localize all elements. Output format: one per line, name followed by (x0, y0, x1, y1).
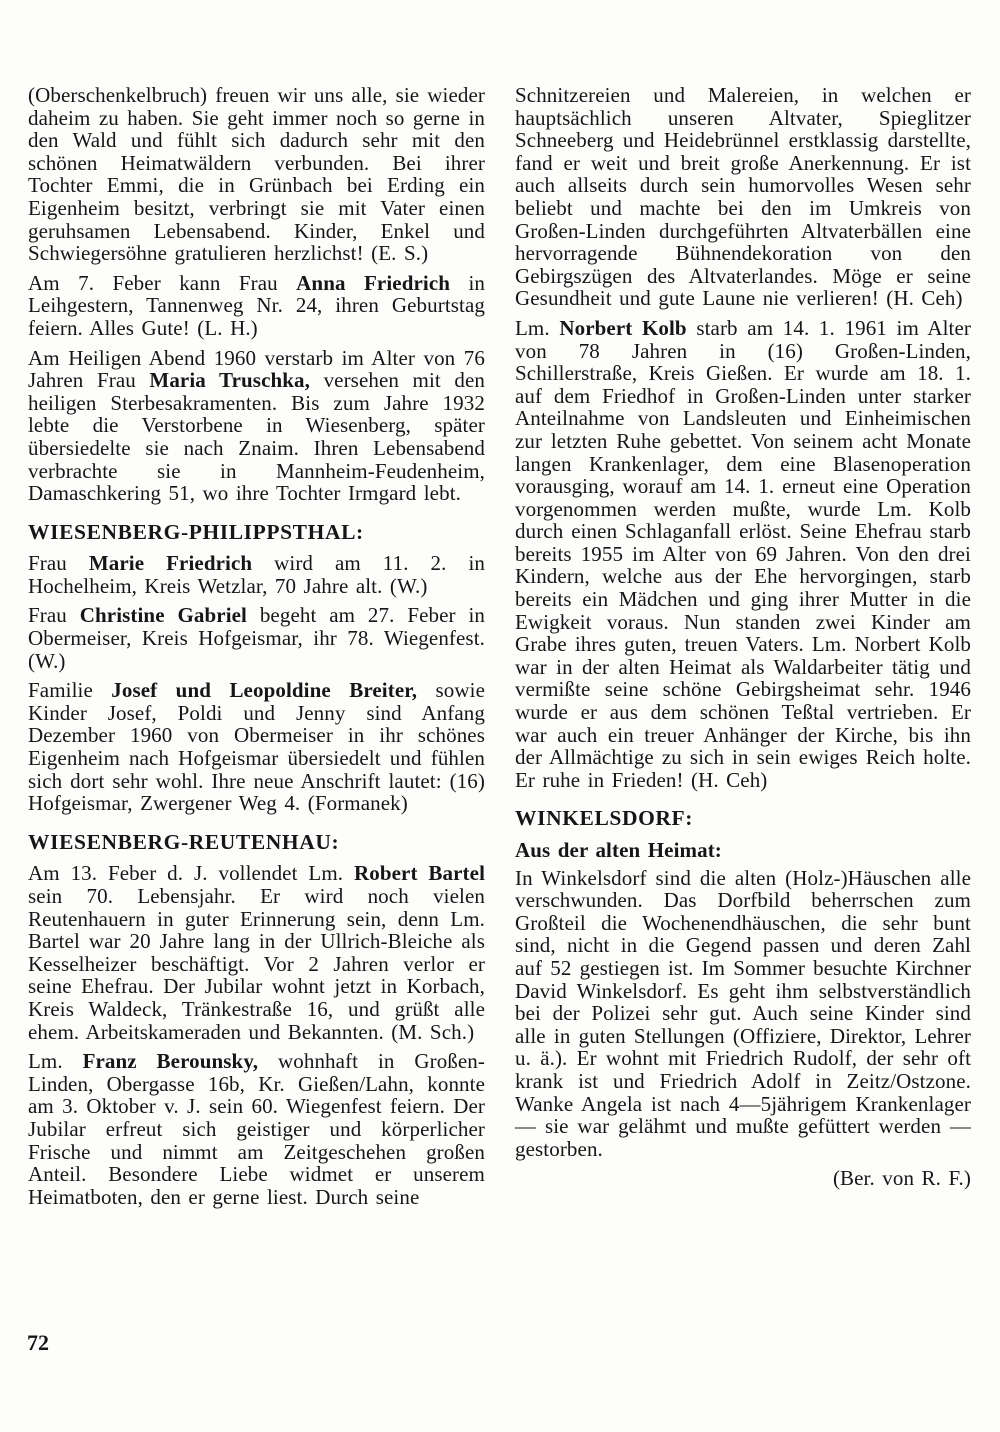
text-run: versehen mit den heiligen Sterbesakramenten. Bis zum Jahre 1932 lebte die Verstorbene in Wiesenberg, später übersiedelte sie nach Znaim. Ihren Lebensabend verbrachte sie in Mannheim-Feudenheim, Damaschkering 51, wo ihre Tochter Irmgard lebt. (28, 368, 486, 506)
paragraph-anna-friedrich (28, 272, 485, 340)
right-column (515, 84, 971, 1190)
page-number: 72 (27, 1330, 49, 1355)
paragraph-robert-bartel (28, 862, 485, 1043)
paragraph-norbert-kolb (515, 317, 971, 791)
text-run: in Leihgestern, Tannenweg Nr. 24, ihren Geburtstag feiern. Alles Gute! (L. H.) (28, 270, 485, 340)
text-run: Frau (28, 603, 80, 628)
paragraph-marie-friedrich (28, 552, 485, 597)
text-run: Schnitzereien und Malereien, in welchen er hauptsächlich unseren Altvater, Spieglitzer Schneeberg und Heidebrünnel erstklassig darstellte, fand er weit und breit große Anerkennung. Er ist auch allseits durch sein humorvolles Wesen sehr beliebt und machte bei den im Umkreis von Großen-Linden durchgeführten Altvaterbällen eine hervorragende Bühnendekoration von den Gebirgszügen des Altvaterlandes. Möge er seine Gesundheit und gute Laune nie verlieren! (H. Ceh) (515, 83, 971, 311)
bold-run: Robert Bartel (353, 861, 486, 886)
byline-bericht-von-rf: (Ber. von R. F.) (832, 1166, 971, 1191)
heading-wiesenberg-reutenhau: WIESENBERG-REUTENHAU: (28, 829, 340, 854)
bold-run: Christine Gabriel (79, 603, 247, 628)
heading-wiesenberg-philippsthal: WIESENBERG-PHILIPPSTHAL: (28, 519, 364, 544)
text-run: Lm. (515, 315, 560, 340)
text-run: wohnhaft in Großen-Linden, Obergasse 16b, Kr. Gießen/Lahn, konnte am 3. Oktober v. J. sein 60. Wiegenfest feiern. Der Jubilar erfreut sich geistiger und körperlicher Frische und nimmt am Zeitgeschehen großen Anteil. Besondere Liebe widmet er unserem Heimatboten, den er gerne liest. Durch seine (28, 1049, 486, 1209)
left-column (28, 84, 485, 1215)
bold-run: Marie Friedrich (88, 551, 253, 576)
text-run: Am 13. Feber d. J. vollendet Lm. (28, 861, 354, 886)
bold-run: Norbert Kolb (559, 315, 687, 340)
bold-run: Maria Truschka, (149, 368, 311, 393)
bold-run: Josef und Leopoldine Breiter, (111, 678, 418, 703)
text-run: Am 7. Feber kann Frau (28, 270, 297, 295)
text-run: Am Heiligen Abend 1960 verstarb im Alter von 76 Jahren Frau (28, 345, 485, 393)
text-run: (Oberschenkelbruch) freuen wir uns alle, sie wieder daheim zu haben. Sie geht immer noch so gerne in den Wald und fühlt sich dadurch sehr mit den schönen Heimatwäldern verbunden. Bei ihrer Tochter Emmi, die in Grünbach bei Erding ein Eigenheim besitzt, verbringt sie mit Vater einen geruhsamen Lebensabend. Kinder, Enkel und Schwiegersöhne gratulieren herzlichst! (E. S.) (28, 83, 485, 266)
paragraph-familie-breiter (28, 679, 485, 815)
heading-winkelsdorf: WINKELSDORF: (515, 806, 694, 831)
paragraph-oberschenkelbruch (28, 84, 485, 265)
text-run: begeht am 27. Feber in Obermeiser, Kreis Hofgeismar, ihr 78. Wiegenfest. (W.) (28, 603, 485, 673)
text-run: starb am 14. 1. 1961 im Alter von 78 Jahren in (16) Großen-Linden, Schillerstraße, Kreis Gießen. Er wurde am 18. 1. auf dem Friedhof in Großen-Linden unter starker Anteilnahme von Landsleuten und Einheimischen zur letzten Ruhe gebettet. Von seinem acht Monate langen Krankenlager, dem eine Blasenoperation vorausging, worauf am 14. 1. erneut eine Operation vorgenommen werden mußte, wurde Lm. Kolb durch einen Schlaganfall erlöst. Seine Ehefrau starb bereits 1955 im Alter von 69 Jahren. Von den drei Kindern, welche aus der Ehe hervorgingen, starb bereits ein Mädchen und ging ihrer Mutter in die Ewigkeit voraus. Nun standen zwei Kinder am Grabe ihres guten, treuen Vaters. Lm. Norbert Kolb war in der alten Heimat als Waldarbeiter tätig und vermißte seine schöne Gebirgsheimat sehr. 1946 wurde er aus dem schönen Teßtal vertrieben. Er war auch ein treuer Anhänger der Kirche, bis ihn der Allmächtige zu sich in sein ewiges Reich holte. Er ruhe in Frieden! (H. Ceh) (515, 315, 971, 792)
paragraph-christine-gabriel (28, 604, 485, 672)
text-run: Lm. (28, 1049, 83, 1074)
bold-run: Anna Friedrich (296, 270, 451, 295)
subheading-aus-der-alten-heimat: Aus der alten Heimat: (515, 838, 722, 862)
paragraph-maria-truschka (28, 347, 485, 505)
text-run: wird am 11. 2. in Hochelheim, Kreis Wetzlar, 70 Jahre alt. (W.) (28, 551, 485, 598)
text-run: In Winkelsdorf sind die alten (Holz-)Häuschen alle verschwunden. Das Dorfbild beherrschen zum Großteil die Wochenendhäuschen, die sehr bunt sind, nicht in die Gegend passen und deren Zahl auf 52 gestiegen ist. Im Sommer besuchte Kirchner David Winkelsdorf. Es geht ihm selbstverständlich bei der Polizei sehr gut. Auch seine Kinder sind alle in guten Stellungen (Offiziere, Direktor, Lehrer u. ä.). Er wohnt mit Friedrich Rudolf, der sehr oft krank ist und Friedrich Adolf in Zeitz/Ostzone. Wanke Angela ist nach 4—5jährigem Krankenlager — sie war gelähmt und mußte gefüttert werden — gestorben. (515, 865, 971, 1161)
text-run: sowie Kinder Josef, Poldi und Jenny sind Anfang Dezember 1960 von Obermeiser in ihr schönes Eigenheim nach Hofgeismar übersiedelt und fühlen sich dort sehr wohl. Ihre neue Anschrift lautet: (16) Hofgeismar, Zwergener Weg 4. (Formanek) (28, 678, 485, 816)
paragraph-franz-berounsky (28, 1050, 485, 1208)
text-run: Familie (28, 678, 112, 703)
bold-run: Franz Berounsky, (82, 1049, 259, 1074)
text-run: Frau (28, 551, 89, 576)
text-run: sein 70. Lebensjahr. Er wird noch vielen Reutenhauern in guter Erinnerung sein, denn Lm. Bartel war 20 Jahre lang in der Ullrich-Bleiche als Kesselheizer beschäftigt. Vor 2 Jahren verlor er seine Ehefrau. Der Jubilar wohnt jetzt in Korbach, Kreis Waldeck, Tränkestraße 16, und grüßt alle ehem. Arbeitskameraden und Bekannten. (M. Sch.) (28, 884, 485, 1044)
paragraph-winkelsdorf-bericht (515, 867, 971, 1161)
paragraph-schnitzereien (515, 84, 971, 310)
